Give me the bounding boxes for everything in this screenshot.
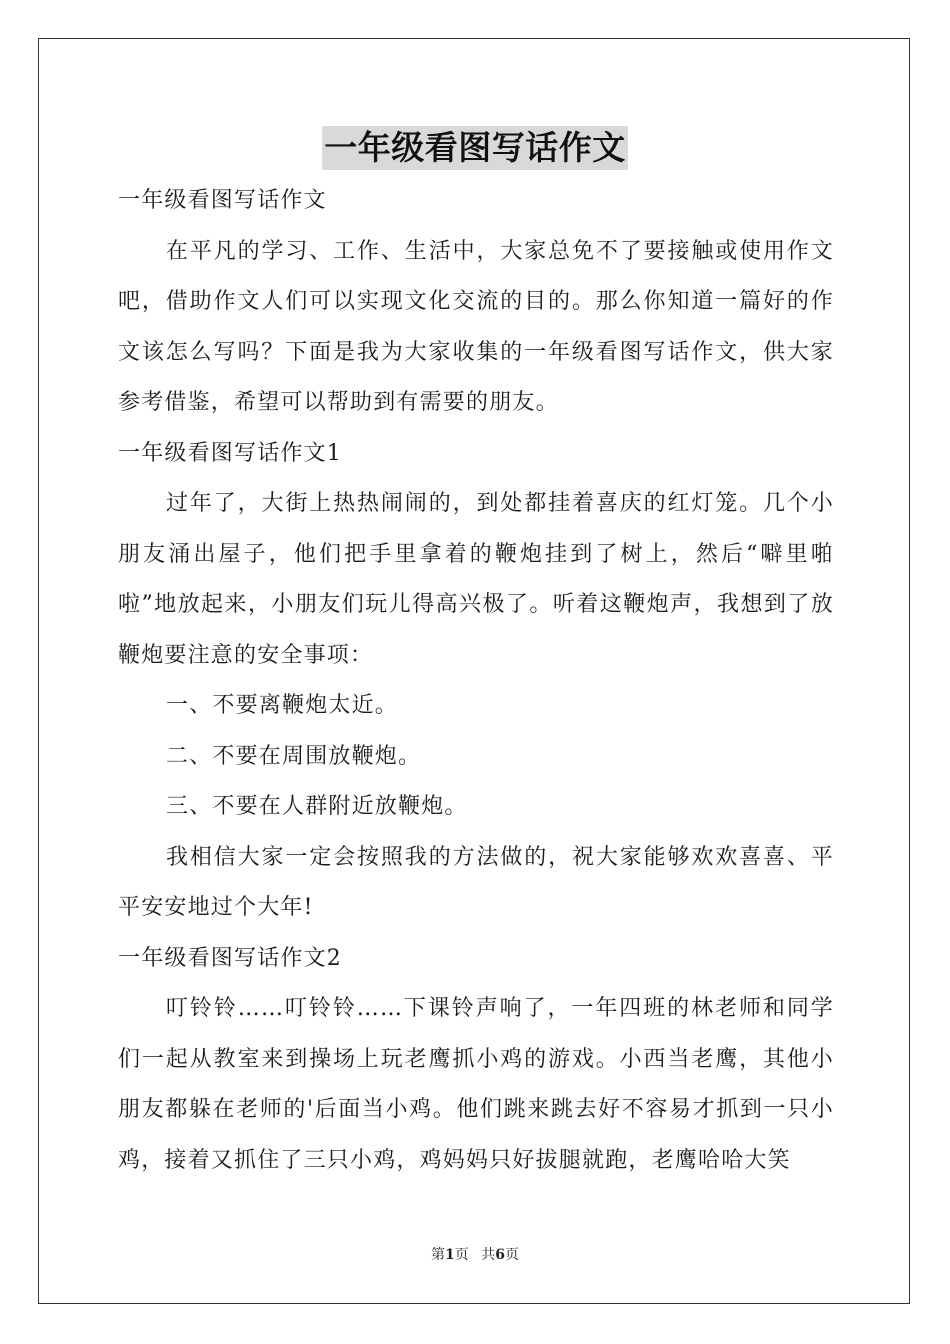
section-heading: 一年级看图写话作文1: [118, 440, 342, 466]
total-pages: [481, 1247, 519, 1263]
section-heading: 一年级看图写话作文: [118, 188, 327, 213]
title-container: [0, 126, 950, 170]
body-paragraph: 在平凡的学习、工作、生活中，大家总免不了要接触或使用作文吧，借助作文人们可以实现文化交流的目的。那么你知道一篇好的作文该怎么写吗？下面是我为大家收集的一年级看图写话作文，供大家参考借鉴，希望可以帮助到有需要的朋友。: [118, 238, 834, 415]
body-paragraph: 叮铃铃……叮铃铃……下课铃声响了，一年四班的林老师和同学们一起从教室来到操场上玩老鹰抓小鸡的游戏。小西当老鹰，其他小朋友都躲在老师的'后面当小鸡。他们跳来跳去好不容易才抓到一只小鸡，接着又抓住了三只小鸡，鸡妈妈只好拔腿就跑，老鹰哈哈大笑: [118, 996, 834, 1173]
page-footer: [0, 1244, 950, 1264]
body-paragraph: 三、不要在人群附近放鞭炮。: [166, 794, 468, 819]
section-heading: 一年级看图写话作文2: [118, 945, 342, 971]
body-paragraph: 二、不要在周围放鞭炮。: [166, 743, 422, 769]
page-prefix: 第: [431, 1247, 446, 1263]
total-prefix: 共: [481, 1247, 496, 1263]
current-page: 1: [445, 1247, 455, 1263]
body-paragraph: 我相信大家一定会按照我的方法做的，祝大家能够欢欢喜喜、平平安安地过个大年!: [118, 844, 834, 920]
document-body: [118, 176, 834, 1186]
page-number: [431, 1247, 469, 1263]
body-paragraph: 过年了，大街上热热闹闹的，到处都挂着喜庆的红灯笼。几个小朋友涌出屋子，他们把手里拿着的鞭炮挂到了树上，然后“噼里啪啦”地放起来，小朋友们玩儿得高兴极了。听着这鞭炮声，我想到了放鞭炮要注意的安全事项：: [118, 491, 834, 668]
page-total: 6: [495, 1247, 505, 1263]
page-unit: 页: [454, 1247, 469, 1263]
document-title: 一年级看图写话作文: [322, 126, 628, 170]
body-paragraph: 一、不要离鞭炮太近。: [166, 693, 399, 718]
total-unit: 页: [504, 1247, 519, 1263]
